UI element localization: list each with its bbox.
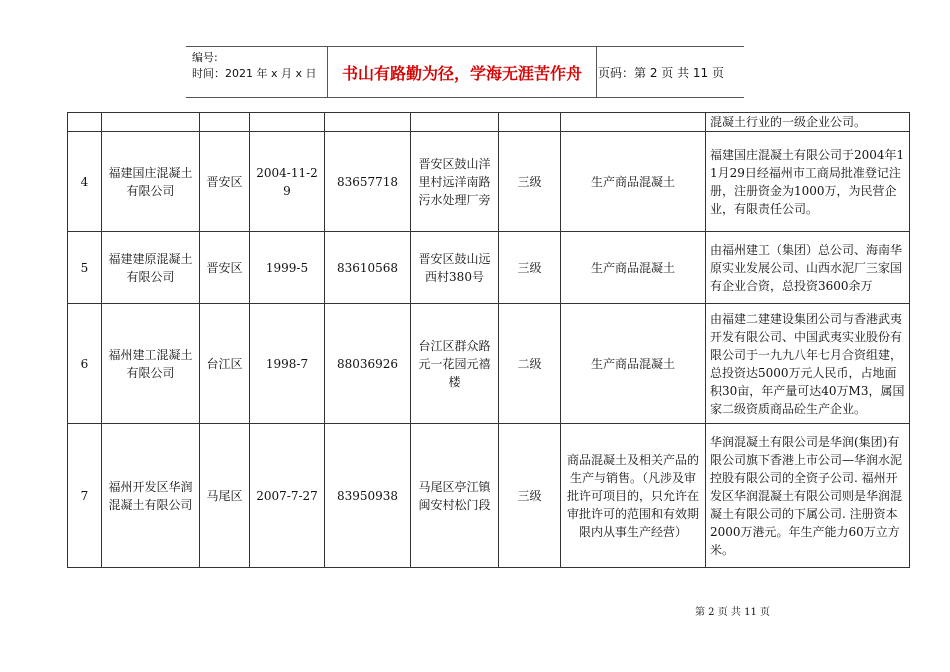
cell-scope: 生产商品混凝土	[561, 304, 706, 424]
cell-district: 马尾区	[200, 424, 250, 568]
header-number-label: 编号:	[192, 51, 218, 64]
page-footer: 第 2 页 共 11 页	[695, 607, 770, 618]
cell-phone: 83610568	[325, 232, 411, 304]
cell-no: 5	[68, 232, 102, 304]
page-header	[186, 46, 744, 98]
header-divider-right	[596, 46, 597, 98]
cell-phone: 83657718	[325, 132, 411, 232]
cell-address: 台江区群众路元一花园元禧楼	[411, 304, 499, 424]
table-row	[68, 304, 910, 424]
cell-name: 福建建原混凝土有限公司	[102, 232, 200, 304]
cell-scope: 商品混凝土及相关产品的生产与销售。（凡涉及审批许可项目的，只允许在审批许可的范围和有效期限内从事生产经营）	[561, 424, 706, 568]
table-row	[68, 232, 910, 304]
cell-address: 晋安区鼓山远西村380号	[411, 232, 499, 304]
cell-date: 1999-5	[250, 232, 325, 304]
cell-no: 6	[68, 304, 102, 424]
cell-district: 晋安区	[200, 232, 250, 304]
cell-grade: 三级	[499, 424, 561, 568]
table-row	[68, 424, 910, 568]
header-time-label: 时间：2021 年 x 月 x 日	[192, 67, 317, 80]
cell-intro: 华润混凝土有限公司是华润(集团)有限公司旗下香港上市公司—华润水泥控股有限公司的全资子公司. 福州开发区华润混凝土有限公司则是华润混凝土有限公司的下属公司. 注册资本2000万港元。年生产能力60万立方米。	[706, 424, 910, 568]
cell-name: 福建国庄混凝土有限公司	[102, 132, 200, 232]
cell-intro: 由福建二建建设集团公司与香港武夷开发有限公司、中国武夷实业股份有限公司于一九九八年七月合资组建，总投资达5000万元人民币，占地面积30亩，年产量可达40万M3，属国家二级资质商品砼生产企业。	[706, 304, 910, 424]
cell-intro: 混凝土行业的一级企业公司。	[706, 113, 910, 132]
cell-scope: 生产商品混凝土	[561, 132, 706, 232]
header-meta	[192, 50, 317, 82]
cell-scope: 生产商品混凝土	[561, 232, 706, 304]
cell-name: 福州开发区华润混凝土有限公司	[102, 424, 200, 568]
cell-no: 7	[68, 424, 102, 568]
cell-district: 台江区	[200, 304, 250, 424]
cell-date: 2004-11-29	[250, 132, 325, 232]
cell-phone: 88036926	[325, 304, 411, 424]
cell-date: 1998-7	[250, 304, 325, 424]
table-row	[68, 113, 910, 132]
cell-date: 2007-7-27	[250, 424, 325, 568]
cell-grade: 二级	[499, 304, 561, 424]
cell-address: 晋安区鼓山洋里村远洋南路污水处理厂旁	[411, 132, 499, 232]
company-table	[67, 112, 910, 568]
table-row	[68, 132, 910, 232]
cell-address: 马尾区亭江镇闽安村松门段	[411, 424, 499, 568]
cell-grade: 三级	[499, 232, 561, 304]
cell-intro: 由福州建工（集团）总公司、海南华原实业发展公司、山西水泥厂三家国有企业合资，总投资3600余万	[706, 232, 910, 304]
cell-grade: 三级	[499, 132, 561, 232]
cell-district: 晋安区	[200, 132, 250, 232]
cell-name: 福州建工混凝土有限公司	[102, 304, 200, 424]
cell-phone: 83950938	[325, 424, 411, 568]
header-motto: 书山有路勤为径，学海无涯苦作舟	[341, 63, 582, 83]
cell-intro: 福建国庄混凝土有限公司于2004年11月29日经福州市工商局批准登记注册，注册资金为1000万，为民营企业，有限责任公司。	[706, 132, 910, 232]
cell-no: 4	[68, 132, 102, 232]
header-page-info: 页码：第 2 页 共 11 页	[598, 65, 724, 80]
